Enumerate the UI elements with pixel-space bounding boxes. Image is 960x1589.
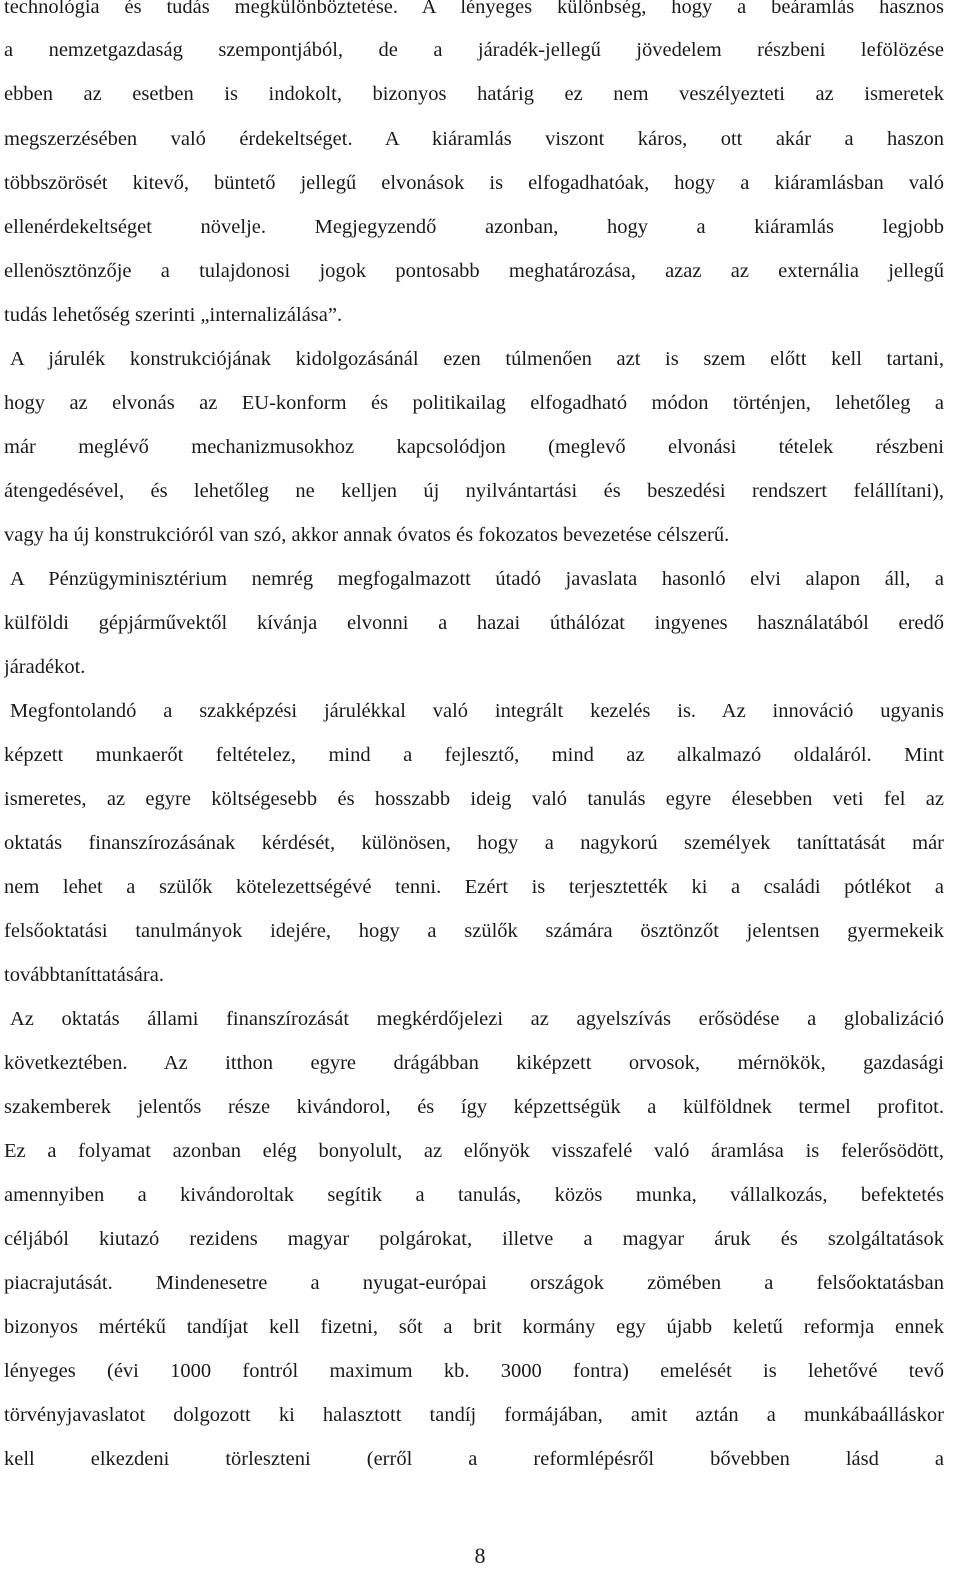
text-line: járadékot.	[4, 656, 86, 678]
text-line: ismeretes, az egyre költségesebb és hosszabb ideig való tanulás egyre élesebben veti fel az	[4, 788, 944, 810]
text-line: külföldi gépjárművektől kívánja elvonni a hazai úthálózat ingyenes használatából eredő	[4, 612, 944, 634]
text-line: következtében. Az itthon egyre drágábban kiképzett orvosok, mérnökök, gazdasági	[4, 1052, 944, 1074]
text-line: Az oktatás állami finanszírozását megkérdőjelezi az agyelszívás erősödése a globalizáció	[10, 1008, 944, 1030]
text-line: céljából kiutazó rezidens magyar polgárokat, illetve a magyar áruk és szolgáltatások	[4, 1228, 944, 1250]
page-number: 8	[474, 1543, 486, 1568]
text-line: bizonyos mértékű tandíjat kell fizetni, sőt a brit kormány egy újabb keletű reformja ennek	[4, 1316, 944, 1338]
text-line: oktatás finanszírozásának kérdését, különösen, hogy a nagykorú személyek taníttatását már	[4, 832, 944, 854]
text-line: már meglévő mechanizmusokhoz kapcsolódjon (meglevő elvonási tételek részbeni	[4, 436, 944, 458]
text-line: ellenérdekeltséget növelje. Megjegyzendő azonban, hogy a kiáramlás legjobb	[4, 216, 944, 238]
text-line: többszörösét kitevő, büntető jellegű elvonások is elfogadhatóak, hogy a kiáramlásban való	[4, 172, 944, 194]
text-line: vagy ha új konstrukcióról van szó, akkor annak óvatos és fokozatos bevezetése célszerű.	[4, 524, 730, 546]
text-line: a nemzetgazdaság szempontjából, de a járadék-jellegű jövedelem részbeni lefölözése	[4, 39, 944, 61]
text-line: piacrajutását. Mindenesetre a nyugat-európai országok zömében a felsőoktatásban	[4, 1272, 944, 1294]
text-line: felsőoktatási tanulmányok idejére, hogy a szülők számára ösztönzőt jelentsen gyermekeik	[4, 920, 944, 942]
text-line: tudás lehetőség szerinti „internalizálása”.	[4, 304, 343, 326]
text-line: képzett munkaerőt feltételez, mind a fejlesztő, mind az alkalmazó oldaláról. Mint	[4, 744, 944, 766]
text-line: továbbtaníttatására.	[4, 964, 164, 986]
text-line: Megfontolandó a szakképzési járulékkal való integrált kezelés is. Az innováció ugyanis	[10, 700, 944, 722]
text-line: megszerzésében való érdekeltséget. A kiáramlás viszont káros, ott akár a haszon	[4, 128, 944, 150]
text-line: lényeges (évi 1000 fontról maximum kb. 3000 fontra) emelését is lehetővé tevő	[4, 1360, 944, 1382]
text-line: technológia és tudás megkülönböztetése. A lényeges különbség, hogy a beáramlás hasznos	[4, 0, 944, 18]
text-line: amennyiben a kivándoroltak segítik a tanulás, közös munka, vállalkozás, befektetés	[4, 1184, 944, 1206]
text-line: törvényjavaslatot dolgozott ki halasztott tandíj formájában, amit aztán a munkábaálláskor	[4, 1404, 944, 1426]
text-line: kell elkezdeni törleszteni (erről a reformlépésről bővebben lásd a	[4, 1448, 944, 1470]
text-line: Ez a folyamat azonban elég bonyolult, az előnyök visszafelé való áramlása is felerősödött,	[4, 1140, 944, 1162]
text-line: A Pénzügyminisztérium nemrég megfogalmazott útadó javaslata hasonló elvi alapon áll, a	[10, 568, 944, 590]
text-line: ellenösztönzője a tulajdonosi jogok pontosabb meghatározása, azaz az externália jellegű	[4, 260, 944, 282]
text-line: nem lehet a szülők kötelezettségévé tenni. Ezért is terjesztették ki a családi pótlékot a	[4, 876, 944, 898]
text-line: hogy az elvonás az EU-konform és politikailag elfogadható módon történjen, lehetőleg a	[4, 392, 944, 414]
text-line: A járulék konstrukciójának kidolgozásánál ezen túlmenően azt is szem előtt kell tartani,	[10, 348, 944, 370]
text-line: ebben az esetben is indokolt, bizonyos határig ez nem veszélyezteti az ismeretek	[4, 83, 944, 105]
text-line: átengedésével, és lehetőleg ne kelljen új nyilvántartási és beszedési rendszert felállítani),	[4, 480, 944, 502]
text-line: szakemberek jelentős része kivándorol, és így képzettségük a külföldnek termel profitot.	[4, 1096, 944, 1118]
